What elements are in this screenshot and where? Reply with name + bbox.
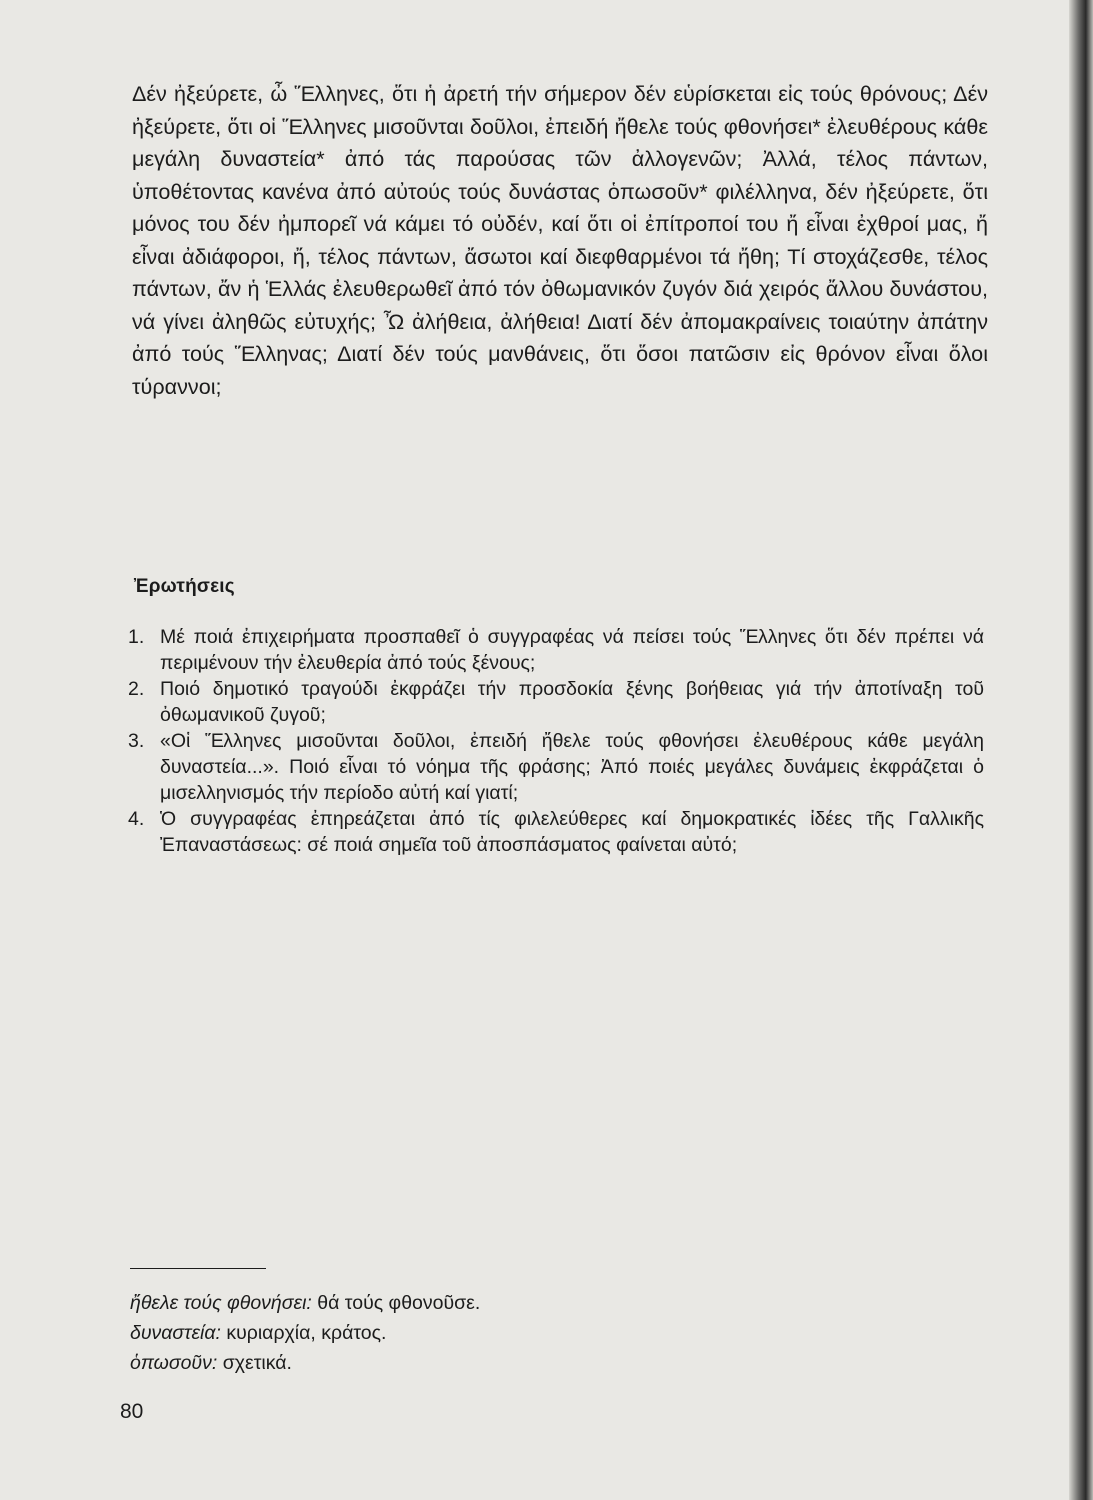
- main-passage: [132, 78, 988, 403]
- question-text: «Οἱ Ἕλληνες μισοῦνται δοῦλοι, ἐπειδή ἤθελε τούς φθονήσει ἐλευθέρους κάθε μεγάλη δυναστεία...». Ποιό εἶναι τό νόημα τῆς φράσης; Ἀπό ποιές μεγάλες δυνάμεις ἐκφράζεται ὁ μισελληνισμός τήν περίοδο αὐτή καί γιατί;: [160, 730, 984, 804]
- footnotes: [130, 1288, 730, 1378]
- question-number: 3.: [128, 730, 145, 752]
- question-text: Ὁ συγγραφέας ἐπηρεάζεται ἀπό τίς φιλελεύθερες καί δημοκρατικές ἰδέες τῆς Γαλλικῆς Ἐπαναστάσεως: σέ ποιά σημεῖα τοῦ ἀποσπάσματος φαίνεται αὐτό;: [160, 808, 984, 856]
- question-number: 1.: [128, 626, 145, 648]
- question-text: Μέ ποιά ἐπιχειρήματα προσπαθεῖ ὁ συγγραφέας νά πείσει τούς Ἕλληνες ὅτι δέν πρέπει νά περιμένουν τήν ἐλευθερία ἀπό τούς ξένους;: [160, 626, 984, 674]
- footnote-definition: κυριαρχία, κράτος.: [226, 1322, 387, 1344]
- questions-heading: Ἐρωτήσεις: [134, 576, 235, 597]
- question-text: Ποιό δημοτικό τραγούδι ἐκφράζει τήν προσδοκία ξένης βοήθειας γιά τήν ἀποτίναξη τοῦ ὀθωμανικοῦ ζυγοῦ;: [160, 678, 984, 726]
- passage-text: Δέν ἠξεύρετε, ὦ Ἕλληνες, ὅτι ἡ ἀρετή τήν σήμερον δέν εὑρίσκεται εἰς τούς θρόνους; Δέν ἠξεύρετε, ὅτι οἱ Ἕλληνες μισοῦνται δοῦλοι, ἐπειδή ἤθελε τούς φθονήσει* ἐλευθέρους κάθε μεγάλη δυναστεία* ἀπό τάς παρούσας τῶν ἀλλογενῶν; Ἀλλά, τέλος πάντων, ὑποθέτοντας κανένα ἀπό αὐτούς τούς δυνάστας ὁπωσοῦν* φιλέλληνα, δέν ἠξεύρετε, ὅτι μόνος του δέν ἠμπορεῖ νά κάμει τό οὐδέν, καί ὅτι οἱ ἐπίτροποί του ἤ εἶναι ἐχθροί μας, ἤ εἶναι ἀδιάφοροι, ἤ, τέλος πάντων, ἄσωτοι καί διεφθαρμένοι τά ἤθη; Τί στοχάζεσθε, τέλος πάντων, ἄν ἡ Ἑλλάς ἐλευθερωθεῖ ἀπό τόν ὀθωμανικόν ζυγόν διά χειρός ἄλλου δυνάστου, νά γίνει ἀληθῶς εὐτυχής; Ὦ ἀλήθεια, ἀλήθεια! Διατί δέν ἀπομακραίνεις τοιαύτην ἀπάτην ἀπό τούς Ἕλληνας; Διατί δέν τούς μανθάνεις, ὅτι ὅσοι πατῶσιν εἰς θρόνον εἶναι ὅλοι τύραννοι;: [132, 81, 988, 399]
- footnote-term: ἤθελε τούς φθονήσει:: [130, 1292, 312, 1314]
- footnote-definition: σχετικά.: [222, 1352, 292, 1374]
- questions-list: [128, 624, 984, 858]
- question-item: [128, 624, 984, 676]
- footnote-definition: θά τούς φθονοῦσε.: [317, 1292, 481, 1314]
- question-item: [128, 806, 984, 858]
- question-item: [128, 728, 984, 806]
- question-number: 4.: [128, 808, 145, 830]
- page-number: 80: [120, 1400, 144, 1423]
- footnote-item: [130, 1318, 730, 1348]
- question-item: [128, 676, 984, 728]
- footnote-item: [130, 1348, 730, 1378]
- footnote-divider: [130, 1268, 266, 1269]
- footnote-term: ὁπωσοῦν:: [130, 1352, 218, 1374]
- footnote-term: δυναστεία:: [130, 1322, 221, 1344]
- page-edge-shadow: [1069, 0, 1093, 1500]
- question-number: 2.: [128, 678, 145, 700]
- footnote-item: [130, 1288, 730, 1318]
